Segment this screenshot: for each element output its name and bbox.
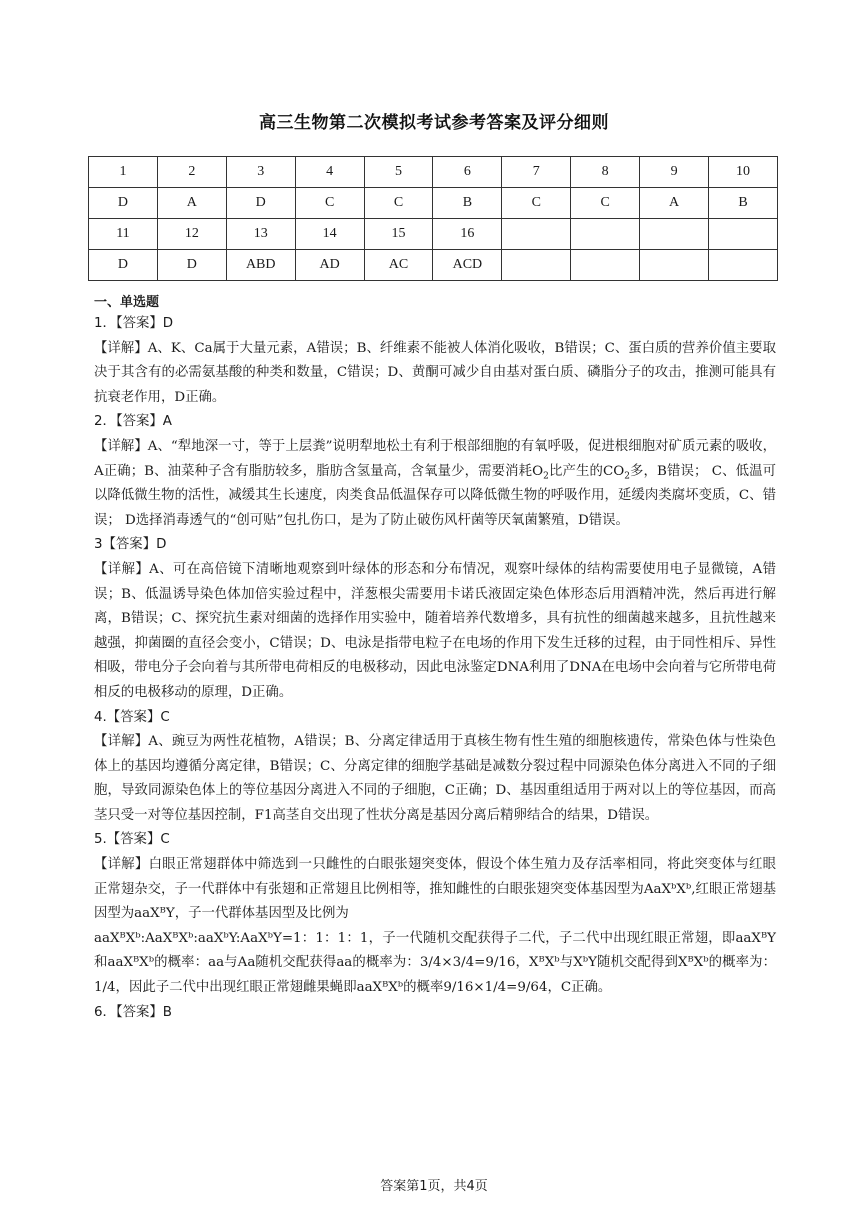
q2-answer-label: 2．【答案】A	[94, 414, 172, 430]
q5-ratio-detail: aaXᴮXᵇ:AaXᴮXᵇ:aaXᵇY:AaXᵇY=1：1：1：1，子一代随机交配获得子二代，子二代中出现红眼正常翅，即aaXᴮY和aaXᴮXᵇ的概率：aa与Aa随机交配获得aa的概率为：3/4×3/4=9/16，XᴮXᵇ与XᵇY随机交配得到XᴮXᵇ的概率为：1/4，因此子二代中出现红眼正常翅雌果蝇即aaXᴮXᵇ的概率9/16×1/4=9/64，C正确。	[94, 930, 776, 996]
answer-table-cell: 11	[89, 219, 158, 250]
answer-details	[94, 312, 776, 1025]
answer-table-cell: 9	[640, 157, 709, 188]
answer-table-cell: ACD	[433, 250, 502, 281]
answer-table	[88, 156, 778, 281]
q2-detail-part-b: 比产生的CO	[548, 463, 625, 479]
answer-table-cell: C	[295, 188, 364, 219]
answer-table-cell: D	[89, 250, 158, 281]
q3-detail: 【详解】A、可在高倍镜下清晰地观察到叶绿体的形态和分布情况，观察叶绿体的结构需要使用电子显微镜，A错误；B、低温诱导染色体加倍实验过程中，洋葱根尖需要用卡诺氏液固定染色体形态后用酒精冲洗，然后再进行解离，B错误；C、探究抗生素对细菌的选择作用实验中，随着培养代数增多，具有抗性的细菌越来越多，且抗性越来越强，抑菌圈的直径会变小，C错误；D、电泳是指带电粒子在电场的作用下发生迁移的过程，由于同性相斥、异性相吸，带电分子会向着与其所带电荷相反的电极移动，因此电泳鉴定DNA利用了DNA在电场中会向着与它所带电荷相反的电极移动的原理，D正确。	[94, 561, 776, 700]
answer-table-cell: C	[364, 188, 433, 219]
answer-table-cell: 5	[364, 157, 433, 188]
answer-table-cell: 7	[502, 157, 571, 188]
answer-table-cell	[709, 219, 778, 250]
answer-table-cell: A	[157, 188, 226, 219]
answer-table-cell: AC	[364, 250, 433, 281]
q2-detail-part-a: 【详解】A、“犁地深一寸，等于上层粪”说明犁地松土有利于根部细胞的有氧呼吸，促进根细胞对矿质元素的吸收，A正确；B、油菜种子含有脂肪较多，脂肪含氢量高，含氧量少，需要消耗O	[94, 438, 776, 479]
answer-table-cell	[502, 219, 571, 250]
q5-genotype-male: aaXᴮY	[134, 906, 175, 922]
answer-table-cell	[640, 250, 709, 281]
q1-detail: 【详解】A、K、Ca属于大量元素，A错误；B、纤维素不能被人体消化吸收，B错误；C、蛋白质的营养价值主要取决于其含有的必需氨基酸的种类和数量，C错误；D、黄酮可减少自由基对蛋白质、磷脂分子的攻击，推测可能具有抗衰老作用，D正确。	[94, 340, 776, 405]
q5-detail-part-3: ，子一代群体基因型及比例为	[174, 906, 349, 922]
answer-table-cell	[709, 250, 778, 281]
answer-table-cell: 1	[89, 157, 158, 188]
o2-subscript: 2	[543, 471, 549, 482]
answer-table-cell: 4	[295, 157, 364, 188]
answer-table-cell: B	[709, 188, 778, 219]
answer-table-row	[89, 219, 778, 250]
answer-table-cell: AD	[295, 250, 364, 281]
q2-detail-part-c: 多，B错误； C、低温可以降低微生物的活性，减缓其生长速度，肉类食品低温保存可以降低微生物的呼吸作用，延缓肉类腐坏变质，C、错误； D选择消毒透气的“创可贴”包扎伤口，是为了防止破伤风杆菌等厌氧菌繁殖，D错误。	[94, 463, 776, 528]
answer-table-cell: 8	[571, 157, 640, 188]
section-heading: 一、单选题	[94, 295, 160, 310]
answer-table-cell: 3	[226, 157, 295, 188]
q5-genotype-female: AaXᵇXᵇ	[643, 881, 692, 897]
answer-table-cell: D	[226, 188, 295, 219]
answer-table-cell: D	[157, 250, 226, 281]
answer-table-cell	[502, 250, 571, 281]
q4-answer-label: 4.【答案】C	[94, 709, 170, 725]
q5-detail-part-2: ,红眼正常翅基因型为	[94, 881, 777, 922]
page-title: 高三生物第二次模拟考试参考答案及评分细则	[259, 113, 609, 133]
answer-table-cell: 15	[364, 219, 433, 250]
answer-table-cell: 13	[226, 219, 295, 250]
q5-answer-label: 5.【答案】C	[94, 832, 170, 848]
answer-table-cell	[571, 250, 640, 281]
q4-detail: 【详解】A、豌豆为两性花植物，A错误；B、分离定律适用于真核生物有性生殖的细胞核遗传，常染色体与性染色体上的基因均遵循分离定律，B错误；C、分离定律的细胞学基础是减数分裂过程中同源染色体分离进入不同的子细胞，导致同源染色体上的等位基因分离进入不同的子细胞，C正确；D、基因重组适用于两对以上的等位基因，而高茎只受一对等位基因控制，F1高茎自交出现了性状分离是基因分离后精卵结合的结果，D错误。	[94, 734, 776, 823]
answer-table-cell: 14	[295, 219, 364, 250]
q5-detail	[94, 853, 776, 927]
answer-table-row	[89, 188, 778, 219]
q3-answer-label: 3【答案】D	[94, 537, 167, 553]
q6-answer-label: 6．【答案】B	[94, 1004, 172, 1020]
answer-table-cell: C	[571, 188, 640, 219]
answer-table-cell: B	[433, 188, 502, 219]
answer-table-row	[89, 157, 778, 188]
answer-table-cell	[571, 219, 640, 250]
answer-table-cell: D	[89, 188, 158, 219]
answer-table-cell: 6	[433, 157, 502, 188]
answer-table-cell	[640, 219, 709, 250]
answer-table-cell: 12	[157, 219, 226, 250]
answer-table-cell: A	[640, 188, 709, 219]
answer-table-cell: 2	[157, 157, 226, 188]
answer-table-cell: ABD	[226, 250, 295, 281]
q1-answer-label: 1．【答案】D	[94, 316, 174, 331]
answer-table-cell: 10	[709, 157, 778, 188]
co2-subscript: 2	[624, 471, 630, 482]
q2-detail	[94, 435, 776, 533]
answer-table-cell: C	[502, 188, 571, 219]
answer-table-cell: 16	[433, 219, 502, 250]
answer-table-row	[89, 250, 778, 281]
page-footer: 答案第1页，共4页	[380, 1179, 488, 1194]
q5-detail-part-1: 【详解】白眼正常翅群体中筛选到一只雌性的白眼张翅突变体，假设个体生殖力及存活率相同，将此突变体与红眼正常翅杂交，子一代群体中有张翅和正常翅且比例相等，推知雌性的白眼张翅突变体基因型为	[94, 857, 776, 897]
